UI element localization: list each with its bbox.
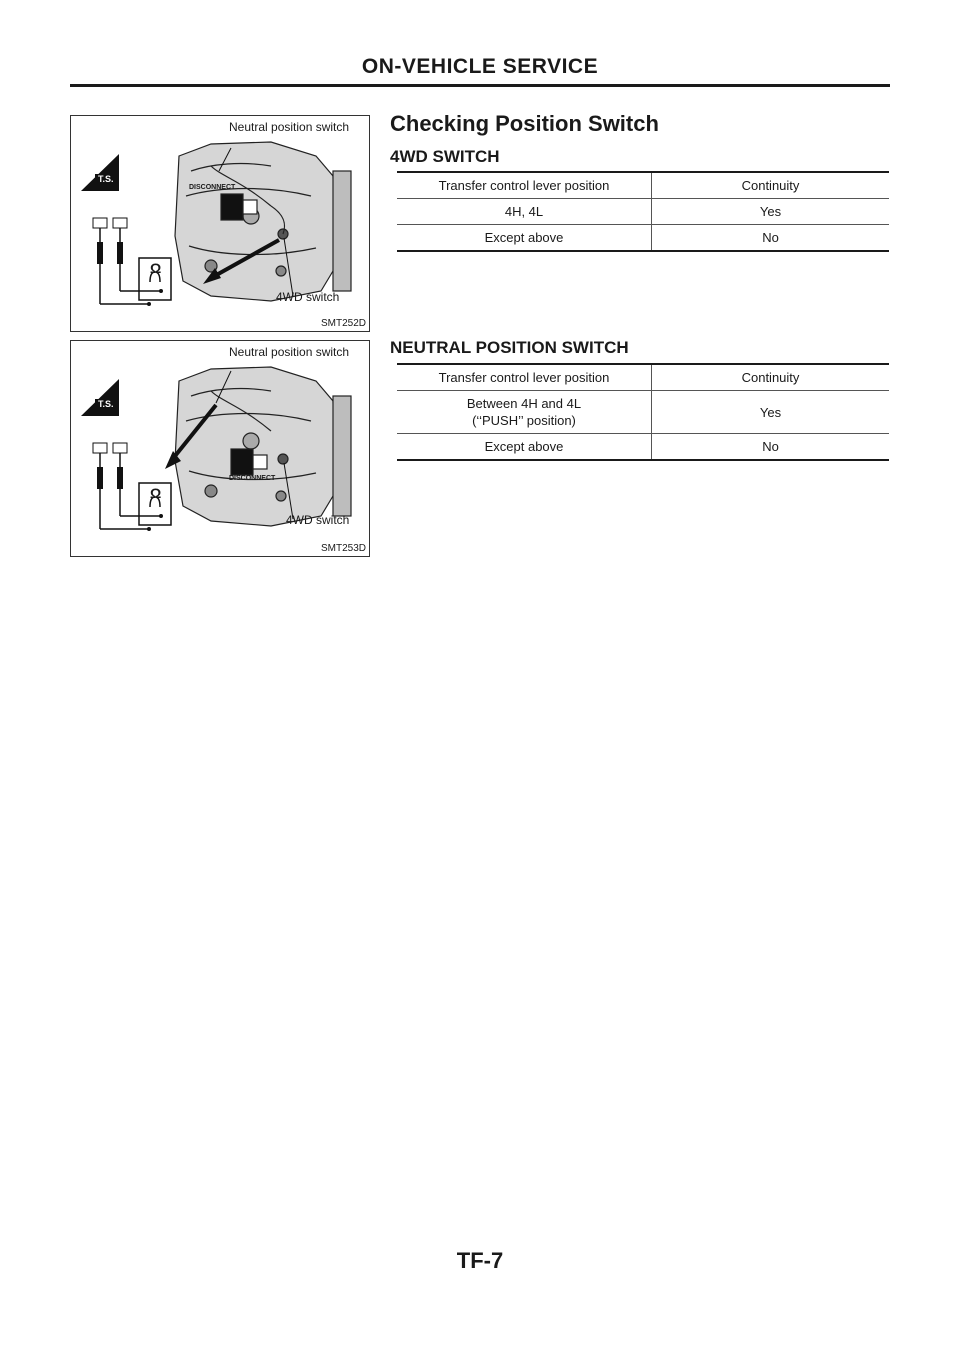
table-row: [397, 434, 889, 461]
table-header-cell: Transfer control lever position: [397, 364, 652, 391]
table-header-cell: Continuity: [652, 172, 890, 199]
table-cell: Except above: [397, 225, 652, 252]
table-header-cell: Continuity: [652, 364, 890, 391]
table-neutral-switch: [397, 363, 889, 461]
ohm-icon: Ω: [150, 260, 162, 276]
table-cell: Yes: [652, 199, 890, 225]
figure-code: SMT252D: [320, 318, 366, 329]
callout-neutral-switch: Neutral position switch: [229, 345, 350, 359]
callout-4wd-switch: 4WD switch: [286, 513, 350, 527]
table-cell: Except above: [397, 434, 652, 461]
figure-code: SMT253D: [320, 543, 366, 554]
table-4wd-switch: [397, 171, 889, 252]
disconnect-tag: DISCONNECT: [189, 184, 236, 191]
table-cell: [397, 391, 652, 434]
table-row: [397, 199, 889, 225]
table-title-neutral-switch: NEUTRAL POSITION SWITCH: [390, 338, 629, 357]
table-cell: 4H, 4L: [397, 199, 652, 225]
table-row: [397, 225, 889, 252]
table-cell: No: [762, 439, 779, 454]
callout-4wd-switch: 4WD switch: [276, 290, 340, 304]
table-title-4wd-switch: 4WD SWITCH: [390, 147, 500, 166]
ohm-icon: Ω: [150, 485, 162, 501]
table-header-row: [397, 172, 889, 199]
table-row: [397, 391, 889, 434]
table-cell: Yes: [652, 391, 890, 434]
table-cell-line: (‘‘PUSH’’ position): [472, 413, 576, 428]
callout-neutral-switch: Neutral position switch: [229, 120, 350, 134]
figure-4wd-switch: [70, 115, 370, 332]
section-title: Checking Position Switch: [390, 111, 659, 136]
table-header-cell: Transfer control lever position: [397, 172, 652, 199]
table-header-row: [397, 364, 889, 391]
header-rule: [70, 84, 890, 87]
table-cell: No: [762, 230, 779, 245]
figure-neutral-switch: [70, 340, 370, 557]
table-cell-line: Between 4H and 4L: [466, 396, 582, 411]
ts-badge: T.S.: [98, 174, 114, 184]
page-number: TF-7: [456, 1248, 504, 1273]
ts-badge: T.S.: [98, 399, 114, 409]
page-header-title: ON-VEHICLE SERVICE: [361, 55, 599, 78]
disconnect-tag: DISCONNECT: [229, 475, 276, 482]
